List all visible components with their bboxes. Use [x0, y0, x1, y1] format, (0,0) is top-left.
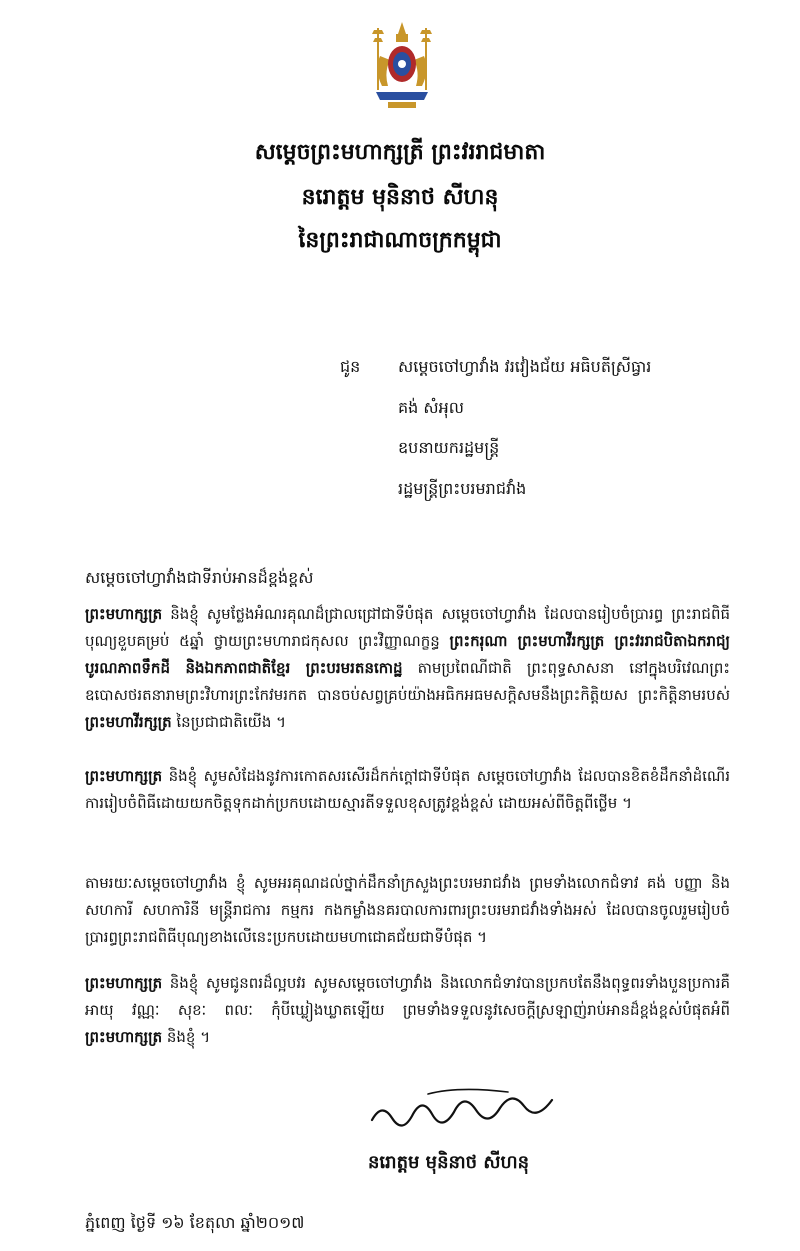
royal-reference: ព្រះមហាវីរក្សត្រ — [85, 713, 172, 731]
place-and-date: ភ្នំពេញ ថ្ងៃទី ១៦ ខែតុលា ឆ្នាំ២០១៧ — [85, 1213, 305, 1232]
royal-reference: ព្រះមហាក្សត្រ — [85, 974, 163, 992]
royal-reference: ព្រះករុណា ព្រះមហាវីរក្សត្រ ព្រះវររាជបិតាឯករាជ្យ បូរណភាពទឹកដី និងឯកភាពជាតិខ្មែរ ព្រះបរមរតនកោដ្ឋ — [85, 632, 731, 677]
heading-title: សម្តេចព្រះមហាក្សត្រី ព្រះវររាជមាតា — [254, 140, 546, 165]
paragraph-text: និងខ្ញុំ សូមថ្លែងអំណរគុណដ៏ជ្រាលជ្រៅជាទីបំផុត សម្តេចចៅហ្វាវាំង ដែលបានរៀបចំប្រារព្ធ ព្រះរាជពិធីបុណ្យខួបគម្រប់ ៥ឆ្នាំ ថ្វាយព្រះមហារាជកុសល ព្រះវិញ្ញាណក្ខន្ធ — [85, 605, 730, 650]
paragraph-text: និងខ្ញុំ សូមជូនពរដ៏ល្អបវរ សូមសម្តេចចៅហ្វាវាំង និងលោកជំទាវបានប្រកបតែនឹងពុទ្ធពរទាំងបួនប្រការគឺអាយុ វណ្ណៈ សុខៈ ពលៈ កុំបីឃ្លៀងឃ្លាតឡើយ ព្រមទាំងទទួលនូវសេចក្តីស្រឡាញ់រាប់អានដ៏ខ្ពង់ខ្ពស់បំផុតអំពី — [85, 974, 730, 1019]
royal-coat-of-arms-icon — [368, 20, 436, 112]
salutation: សម្តេចចៅហ្វាវាំងជាទីរាប់អានដ៏ខ្ពង់ខ្ពស់ — [85, 568, 314, 587]
paragraph-thanks — [85, 870, 730, 951]
address-to-label: ជូន — [340, 357, 361, 376]
handwritten-signature — [368, 1082, 568, 1132]
address-line-title: សម្តេចចៅហ្វាវាំង វរវៀងជ័យ អធិបតីស្រីធ្វារ — [398, 357, 652, 376]
heading-kingdom: នៃព្រះរាជាណាចក្រកម្ពុជា — [298, 228, 502, 253]
paragraph-gratitude — [85, 601, 730, 736]
paragraph-text: និងខ្ញុំ ។ — [162, 1028, 211, 1046]
paragraph-text: នៃប្រជាជាតិយើង ។ — [171, 713, 287, 731]
address-line-name: គង់ សំអុល — [398, 398, 465, 417]
signer-name: នរោត្តម មុនិនាថ សីហនុ — [368, 1152, 530, 1173]
paragraph-blessing — [85, 970, 730, 1051]
royal-reference: ព្រះមហាក្សត្រ — [85, 605, 163, 623]
paragraph-text: តាមរយៈសម្តេចចៅហ្វាវាំង ខ្ញុំ សូមអរគុណដល់ថ្នាក់ដឹកនាំក្រសួងព្រះបរមរាជវាំង ព្រមទាំងលោកជំទាវ គង់ បញ្ញា និងសហការី សហការិនី មន្ត្រីរាជការ កម្មករ កងកម្លាំងនគរបាលការពារព្រះបរមរាជវាំងទាំងអស់ ដែលបានចូលរួមរៀបចំប្រារព្ធព្រះរាជពិធីបុណ្យខាងលើនេះប្រកបដោយមហាជោគជ័យជាទីបំផុត ។ — [85, 874, 730, 946]
royal-reference: ព្រះមហាក្សត្រ — [85, 1028, 163, 1046]
paragraph-text: និងខ្ញុំ សូមសំដែងនូវការកោតសរសើរដ៏កក់ក្តៅជាទីបំផុត សម្តេចចៅហ្វាវាំង ដែលបានខិតខំដឹកនាំដំណើរការរៀបចំពិធីដោយយកចិត្តទុកដាក់ប្រកបដោយស្មារតីទទួលខុសត្រូវខ្ពង់ខ្ពស់ ដោយអស់ពីចិត្តពីថ្លើម ។ — [85, 767, 730, 812]
address-line-position: ឧបនាយករដ្ឋមន្ត្រី — [398, 438, 500, 457]
heading-name: នរោត្តម មុនិនាថ សីហនុ — [301, 185, 499, 210]
paragraph-appreciation — [85, 763, 730, 817]
royal-reference: ព្រះមហាក្សត្រ — [85, 767, 163, 785]
paragraph-text: តាមប្រពៃណីជាតិ ព្រះពុទ្ធសាសនា នៅក្នុងបរិវេណព្រះឧបោសថរតនារាមព្រះវិហារព្រះកែវមរកត បានចប់សព្វគ្រប់យ៉ាងអធិកអធមសក្តិសមនឹងព្រះកិត្តិយស ព្រះកិត្តិនាមរបស់ — [85, 659, 730, 704]
address-line-ministry: រដ្ឋមន្ត្រីព្រះបរមរាជវាំង — [398, 479, 527, 498]
